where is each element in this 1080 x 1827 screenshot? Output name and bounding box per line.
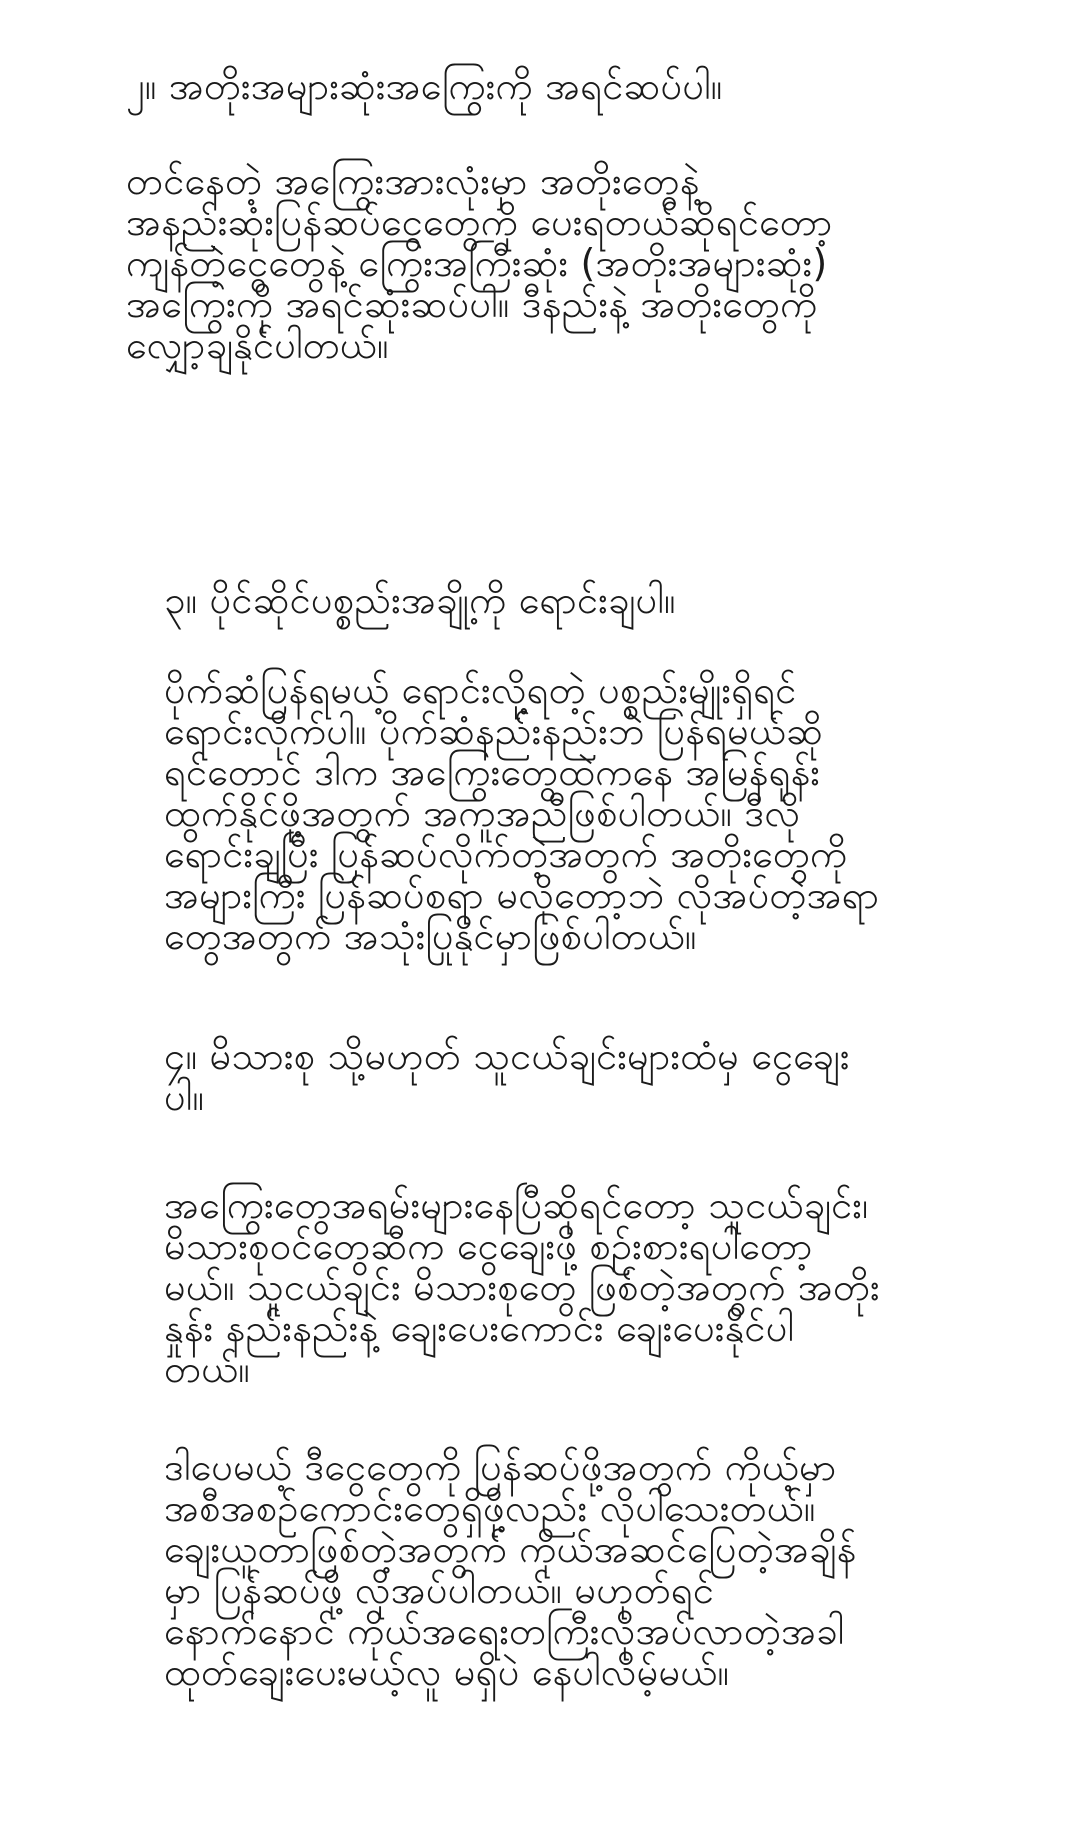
section-4-paragraph-1: အကြွေးတွေအရမ်းများနေပြီဆိုရင်တော့ သူငယ်ချင်း၊ မိသားစုဝင်တွေဆီက ငွေချေးဖို့ စဉ်းစားရပါတော့ မယ်။ သူငယ်ချင်း မိသားစုတွေ ဖြစ်တဲ့အတွက် အတိုး နှုန်း နည်းနည်းနဲ့ ချေးပေးကောင်း ချေးပေးနိုင်ပါ တယ်။ <box>164 1183 880 1391</box>
section-2-paragraph: တင်နေတဲ့ အကြွေးအားလုံးမှာ အတိုးတွေနဲ့ အနည်းဆုံးပြန်ဆပ်ငွေတွေကို ပေးရတယ်ဆိုရင်တော့ ကျန်တဲ့ငွေတွေနဲ့ ကြွေးအကြီးဆုံး (အတိုးအများဆုံး) အကြွေးကို အရင်ဆုံးဆပ်ပါ။ ဒီနည်းနဲ့ အတိုးတွေကို လျှော့ချနိုင်ပါတယ်။ <box>126 159 833 367</box>
section-2-heading: ၂။ အတိုးအများဆုံးအကြွေးကို အရင်ဆပ်ပါ။ <box>126 64 723 108</box>
section-4-heading: ၄။ မိသားစု သို့မဟုတ် သူငယ်ချင်းများထံမှ ငွေချေး ပါ။ <box>164 1034 850 1119</box>
section-3-heading: ၃။ ပိုင်ဆိုင်ပစ္စည်းအချို့ကို ရောင်းချပါ။ <box>164 578 676 622</box>
section-3-paragraph: ပိုက်ဆံပြန်ရမယ့် ရောင်းလို့ရတဲ့ ပစ္စည်းမျိုးရှိရင် ရောင်းလိုက်ပါ။ ပိုက်ဆံနည်းနည်းဘဲ ပြန်ရမယ်ဆို ရင်တောင် ဒါက အကြွေးတွေထဲကနေ အမြန်ရုန်း ထွက်နိုင်ဖို့အတွက် အကူအညီဖြစ်ပါတယ်။ ဒီလို ရောင်းချပြီး ပြန်ဆပ်လိုက်တဲ့အတွက် အတိုးတွေကို အများကြီး ပြန်ဆပ်စရာ မလိုတော့ဘဲ လိုအပ်တဲ့အရာ တွေအတွက် အသုံးပြုနိုင်မှာဖြစ်ပါတယ်။ <box>164 668 880 958</box>
section-4-paragraph-2: ဒါပေမယ့် ဒီငွေတွေကို ပြန်ဆပ်ဖို့အတွက် ကိုယ့်မှာ အစီအစဉ်ကောင်းတွေရှိဖို့လည်း လိုပါသေးတယ်။ ချေးယူတာဖြစ်တဲ့အတွက် ကိုယ်အဆင်ပြေတဲ့အချိန် မှာ ပြန်ဆပ်ဖို့ လိုအပ်ပါတယ်။ မဟုတ်ရင် နောက်နောင် ကိုယ်အရေးတကြီးလိုအပ်လာတဲ့အခါ ထုတ်ချေးပေးမယ့်လူ မရှိပဲ နေပါလိမ့်မယ်။ <box>164 1445 857 1694</box>
